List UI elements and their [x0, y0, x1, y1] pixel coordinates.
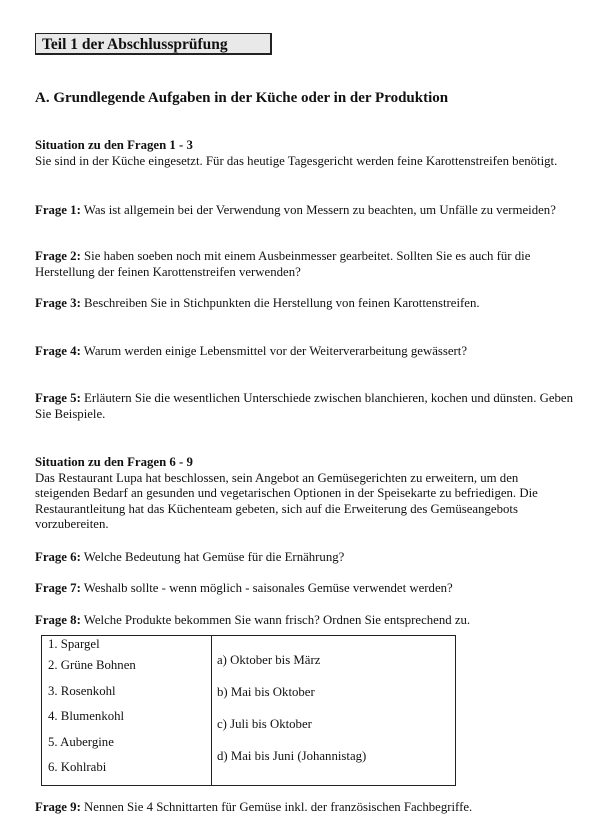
section-heading: A. Grundlegende Aufgaben in der Küche oder in der Produktion [35, 90, 449, 106]
product-item: 3. Rosenkohl [48, 683, 116, 698]
question-5 [35, 391, 575, 422]
question-1-text: Was ist allgemein bei der Verwendung von Messern zu beachten, um Unfälle zu vermeiden? [80, 203, 556, 217]
question-8-label: Frage 8: [35, 613, 81, 627]
season-item: b) Mai bis Oktober [217, 685, 315, 699]
table-row [42, 636, 456, 786]
question-9-text: Nennen Sie 4 Schnittarten für Gemüse inkl. der französischen Fachbegriffe. [80, 800, 473, 814]
season-item: d) Mai bis Juni (Johannistag) [217, 749, 367, 763]
question-2 [35, 249, 575, 280]
question-3-label: Frage 3: [35, 296, 81, 310]
question-5-label: Frage 5: [35, 391, 81, 405]
product-item: 6. Kohlrabi [48, 760, 107, 775]
question-2-text: Sie haben soeben noch mit einem Ausbeinmesser gearbeitet. Sollten Sie es auch für die Herstellung der feinen Karottenstreifen verwenden? [35, 249, 531, 279]
situation-2-text: Das Restaurant Lupa hat beschlossen, sein Angebot an Gemüsegerichten zu erweitern, um den steigenden Bedarf an gesunden und vegetarischen Optionen in der Speisekarte zu befriedigen. Die Restaurantleitung hat das Küchenteam gebeten, sich auf die Erweiterung des Gemüseangebots vorzubereiten. [35, 470, 538, 531]
situation-2 [35, 455, 575, 533]
question-9-label: Frage 9: [35, 800, 81, 814]
seasons-column [212, 636, 456, 786]
question-4-label: Frage 4: [35, 344, 81, 358]
product-item: 5. Aubergine [48, 734, 114, 749]
question-1-label: Frage 1: [35, 203, 81, 217]
question-7 [35, 581, 575, 597]
question-7-text: Weshalb sollte - wenn möglich - saisonales Gemüse verwendet werden? [80, 581, 453, 595]
season-item: c) Juli bis Oktober [217, 717, 312, 731]
situation-1-label: Situation zu den Fragen 1 - 3 [35, 138, 193, 152]
question-2-label: Frage 2: [35, 249, 81, 263]
matching-table [41, 635, 456, 786]
question-8-text: Welche Produkte bekommen Sie wann frisch? Ordnen Sie entsprechend zu. [80, 613, 471, 627]
situation-1-text: Sie sind in der Küche eingesetzt. Für das heutige Tagesgericht werden feine Karottenstreifen benötigt. [35, 153, 558, 168]
product-item: 1. Spargel [48, 637, 100, 651]
product-item: 4. Blumenkohl [48, 709, 125, 724]
question-4-text: Warum werden einige Lebensmittel vor der Weiterverarbeitung gewässert? [80, 344, 468, 358]
season-item: a) Oktober bis März [217, 653, 321, 667]
situation-2-label: Situation zu den Fragen 6 - 9 [35, 455, 193, 469]
product-item: 2. Grüne Bohnen [48, 658, 136, 672]
products-column [42, 636, 212, 786]
question-3-text: Beschreiben Sie in Stichpunkten die Herstellung von feinen Karottenstreifen. [80, 296, 480, 310]
question-9 [35, 800, 575, 816]
question-8 [35, 613, 575, 629]
question-3 [35, 296, 575, 312]
question-1 [35, 203, 575, 219]
question-6 [35, 550, 575, 566]
page-title: Teil 1 der Abschlussprüfung [35, 33, 272, 55]
question-6-label: Frage 6: [35, 550, 81, 564]
question-7-label: Frage 7: [35, 581, 81, 595]
question-6-text: Welche Bedeutung hat Gemüse für die Ernährung? [80, 550, 345, 564]
question-5-text: Erläutern Sie die wesentlichen Unterschiede zwischen blanchieren, kochen und dünsten. Geben Sie Beispiele. [35, 391, 573, 421]
question-4 [35, 344, 575, 360]
situation-1 [35, 138, 575, 169]
